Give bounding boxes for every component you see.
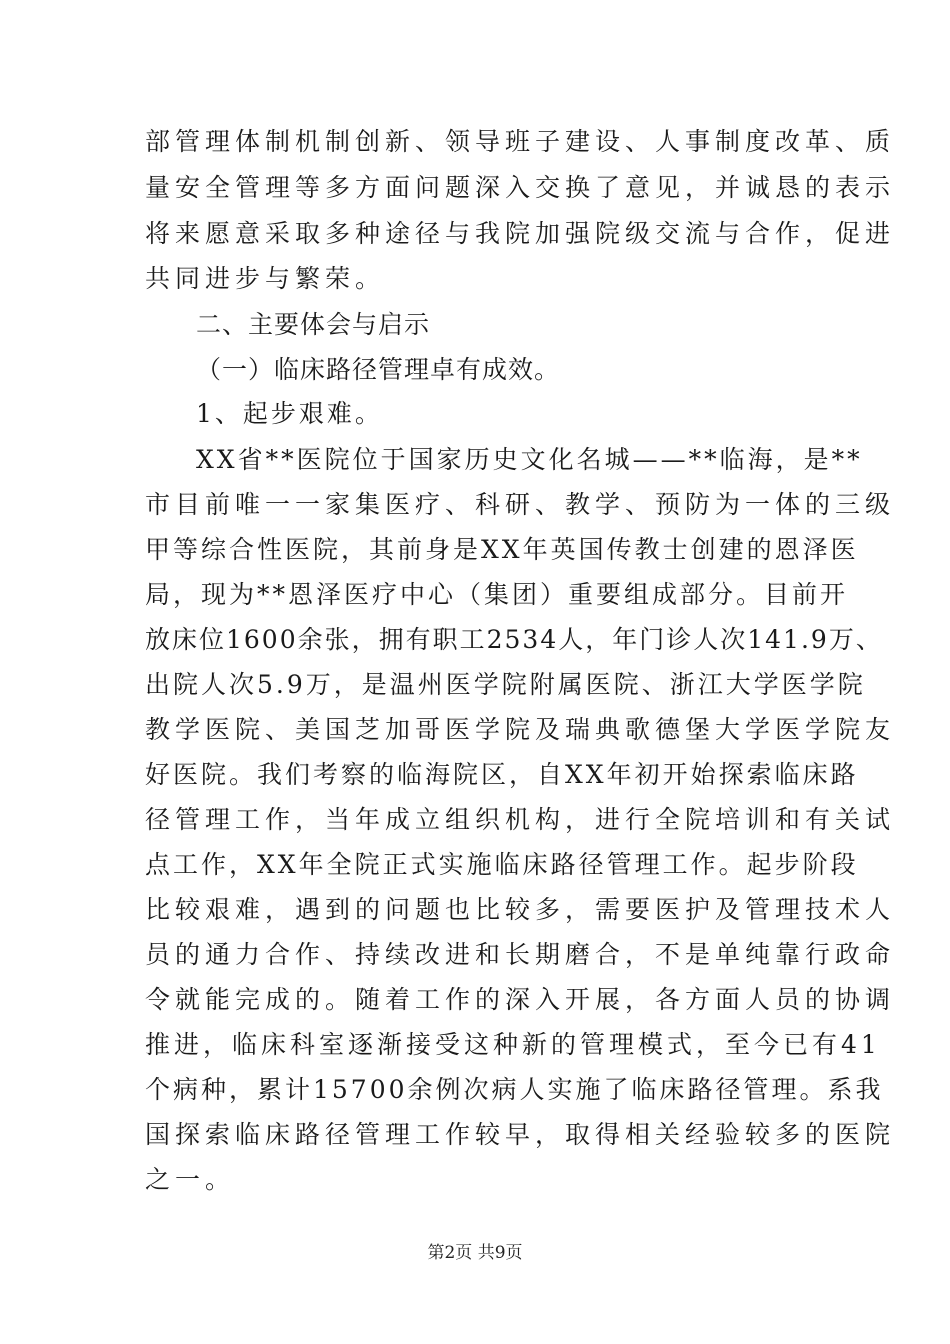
paragraph-line: 之一。 xyxy=(145,1165,236,1194)
paragraph-line: 比较艰难，遇到的问题也比较多，需要医护及管理技术人 xyxy=(145,895,896,924)
paragraph-line: XX省**医院位于国家历史文化名城——**临海，是** xyxy=(196,445,863,474)
paragraph-line: 点工作，XX年全院正式实施临床路径管理工作。起步阶段 xyxy=(145,850,859,879)
paragraph-line: 量安全管理等多方面问题深入交换了意见，并诚恳的表示 xyxy=(145,173,896,202)
paragraph-line: 国探索临床路径管理工作较早，取得相关经验较多的医院 xyxy=(145,1120,896,1149)
paragraph-line: 推进，临床科室逐渐接受这种新的管理模式，至今已有41 xyxy=(145,1030,881,1059)
paragraph-line: 市目前唯一一家集医疗、科研、教学、预防为一体的三级 xyxy=(145,490,896,519)
paragraph-line: 局，现为**恩泽医疗中心（集团）重要组成部分。目前开 xyxy=(145,580,849,609)
paragraph-line: 甲等综合性医院，其前身是XX年英国传教士创建的恩泽医 xyxy=(145,535,859,564)
paragraph-line: 出院人次5.9万，是温州医学院附属医院、浙江大学医学院 xyxy=(145,670,866,699)
paragraph-line: 将来愿意采取多种途径与我院加强院级交流与合作，促进 xyxy=(145,219,896,248)
item-heading: 1、起步艰难。 xyxy=(196,399,383,428)
paragraph-line: 令就能完成的。随着工作的深入开展，各方面人员的协调 xyxy=(145,985,896,1014)
section-heading: 二、主要体会与启示 xyxy=(196,310,431,339)
paragraph-line: 部管理体制机制创新、领导班子建设、人事制度改革、质 xyxy=(145,127,896,156)
paragraph-line: 员的通力合作、持续改进和长期磨合，不是单纯靠行政命 xyxy=(145,940,896,969)
paragraph-line: 好医院。我们考察的临海院区，自XX年初开始探索临床路 xyxy=(145,760,859,789)
paragraph-line: 教学医院、美国芝加哥医学院及瑞典歌德堡大学医学院友 xyxy=(145,715,896,744)
subsection-heading: （一）临床路径管理卓有成效。 xyxy=(196,355,561,384)
paragraph-line: 共同进步与繁荣。 xyxy=(145,264,386,293)
paragraph-line: 径管理工作，当年成立组织机构，进行全院培训和有关试 xyxy=(145,805,896,834)
paragraph-line: 个病种，累计15700余例次病人实施了临床路径管理。系我 xyxy=(145,1075,884,1104)
page-number-footer: 第2页 共9页 xyxy=(427,1243,523,1263)
paragraph-line: 放床位1600余张，拥有职工2534人，年门诊人次141.9万、 xyxy=(145,625,883,654)
